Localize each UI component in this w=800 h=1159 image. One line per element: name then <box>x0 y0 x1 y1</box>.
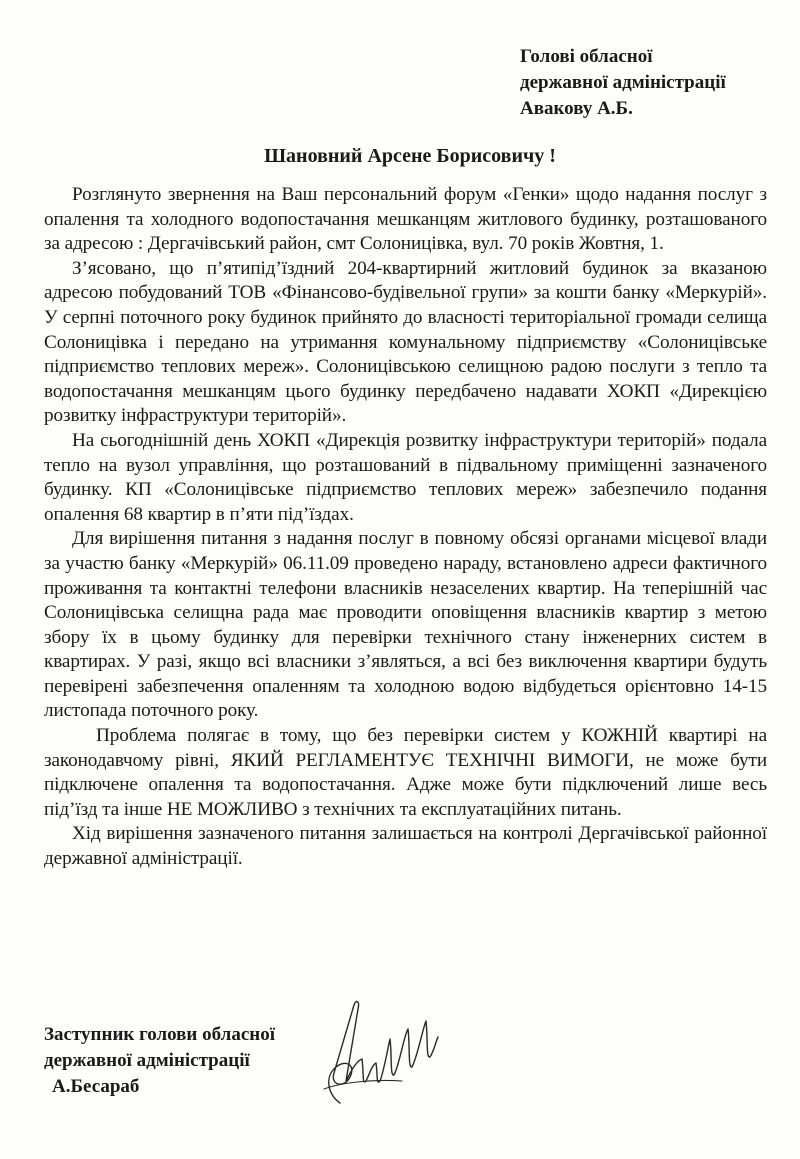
paragraph-4: Для вирішення питання з надання послуг в повному обсязі органами місцевої влади за участю банку «Меркурій» 06.11.09 проведено нараду, встановлено адреси фактичного проживання та контактні телефони власників незаселених квартир. На теперішній час Солоницівська селищна рада має проводити оповіщення власників квартир з метою збору їх в цьому будинку для перевірки технічного стану інженерних систем в квартирах. У разі, якщо всі власники з’являться, а всі без виключення квартири будуть перевірені забезпечення опаленням та холодною водою відбудеться орієнтовно 14-15 листопада поточного року. <box>44 528 767 722</box>
salutation: Шановний Арсене Борисовичу ! <box>264 145 556 167</box>
paragraph-2: З’ясовано, що п’ятипід’їздний 204-квартирний житловий будинок за вказаною адресою побудований ТОВ «Фінансово-будівельної групи» за кошти банку «Меркурій». У серпні поточного року будинок прийнято до власності територіальної громади селища Солоницівка і передано на утримання комунальному підприємству «Солоницівське підприємство теплових мереж». Солоницівською селищною радою послуги з тепло та водопостачання мешканцям цього будинку передбачено надавати ХОКП «Дирекцією розвитку інфраструктури територій». <box>44 257 767 427</box>
handwritten-signature <box>310 985 450 1115</box>
signatory-name: А.Бесараб <box>52 1076 140 1097</box>
paragraph-3: На сьогоднішній день ХОКП «Дирекція розвитку інфраструктури територій» подала тепло на вузол управління, що розташований в підвальному приміщенні зазначеного будинку. КП «Солоницівське підприємство теплових мереж» забезпечило подання опалення 68 квартир в п’яти під’їздах. <box>44 429 767 525</box>
signatory-line-1: Заступник голови обласної <box>44 1024 275 1045</box>
signatory-block <box>44 1022 275 1100</box>
addressee-line-3: Авакову А.Б. <box>520 98 633 119</box>
paragraph-6: Хід вирішення зазначеного питання залишається на контролі Дергачівської районної державної адміністрації. <box>44 823 767 870</box>
paragraph-5: Проблема полягає в тому, що без перевірки систем у КОЖНІЙ квартирі на законодавчому рівні, ЯКИЙ РЕГЛАМЕНТУЄ ТЕХНІЧНІ ВИМОГИ, не може бути підключене опалення та водопостачання. Адже може бути підключений лише весь під’їзд та інше НЕ МОЖЛИВО з технічних та експлуатаційних питань. <box>44 725 767 820</box>
addressee-block <box>520 44 726 122</box>
addressee-line-2: державної адміністрації <box>520 72 726 93</box>
addressee-line-1: Голові обласної <box>520 46 653 67</box>
letter-body <box>44 183 767 872</box>
paragraph-1: Розглянуто звернення на Ваш персональний форум «Генки» щодо надання послуг з опалення та холодного водопостачання мешканцям житлового будинку, розташованого за адресою : Дергачівський район, смт Солоницівка, вул. 70 років Жовтня, 1. <box>44 184 767 255</box>
signatory-line-2: державної адміністрації <box>44 1050 250 1071</box>
